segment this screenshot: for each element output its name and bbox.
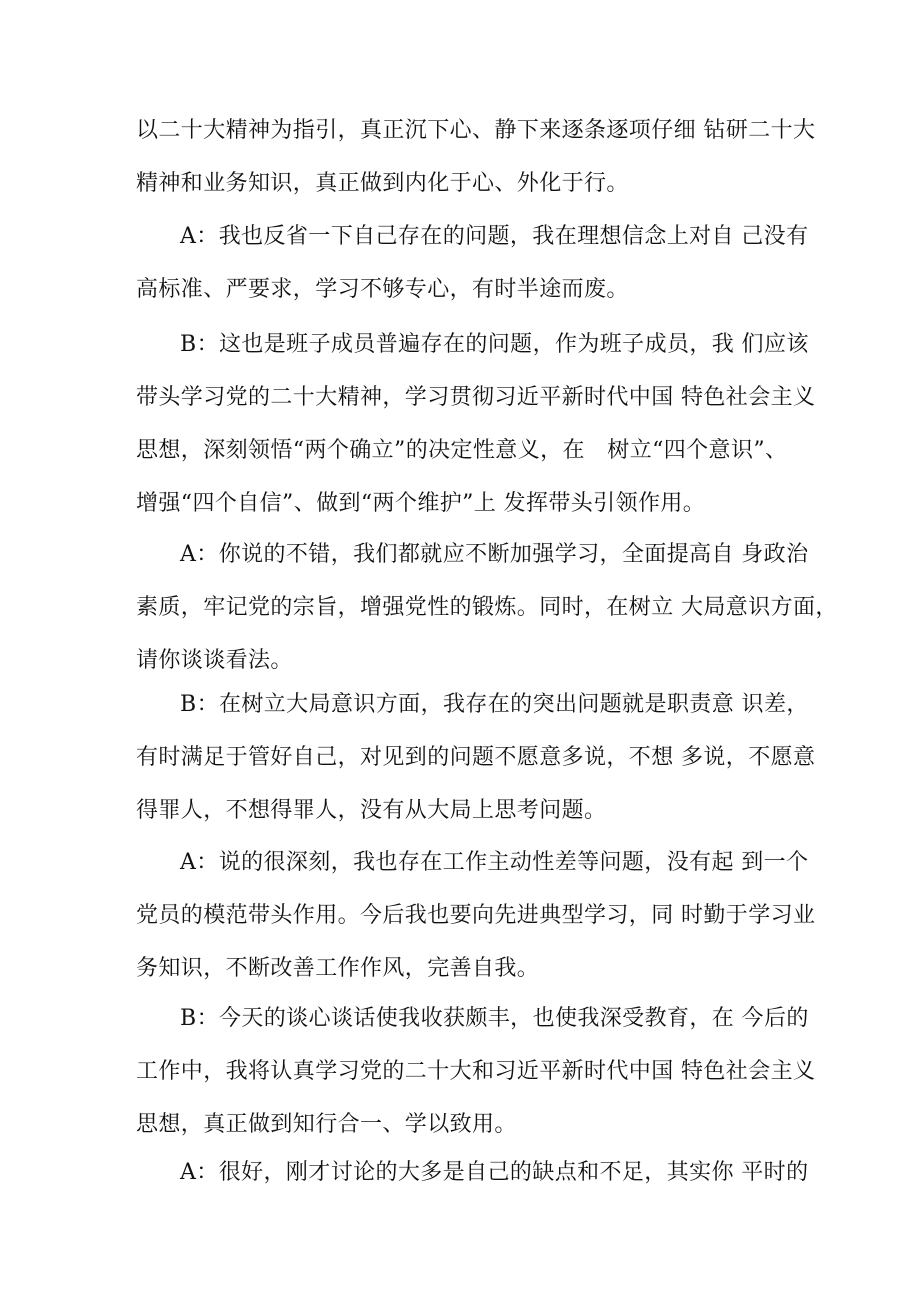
paragraph-line: 高标准、严要求，学习不够专心，有时半途而废。 bbox=[136, 277, 629, 302]
paragraph-line: 工作中，我将认真学习党的二十大和习近平新时代中国 特色社会主义 bbox=[136, 1059, 816, 1084]
paragraph-line: A：很好，刚才讨论的大多是自己的缺点和不足，其实你 平时的 bbox=[180, 1160, 809, 1185]
paragraph-7 bbox=[136, 992, 816, 1151]
paragraph-line: 思想，真正做到知行合一、学以致用。 bbox=[136, 1112, 517, 1137]
paragraph-1 bbox=[136, 104, 816, 210]
paragraph-line: 素质，牢记党的宗旨，增强党性的锻炼。同时，在树立 大局意识方面， bbox=[136, 595, 838, 620]
paragraph-line: B：这也是班子成员普遍存在的问题，作为班子成员，我 们应该 bbox=[180, 332, 809, 357]
paragraph-6 bbox=[136, 836, 816, 995]
paragraph-line: 党员的模范带头作用。今后我也要向先进典型学习，同 时勤于学习业 bbox=[136, 903, 816, 928]
paragraph-line: 增强“四个自信”、做到“两个维护”上 发挥带头引领作用。 bbox=[136, 491, 706, 516]
paragraph-line: 得罪人，不想得罪人，没有从大局上思考问题。 bbox=[136, 798, 607, 823]
paragraph-line: B：在树立大局意识方面，我存在的突出问题就是职责意 识差， bbox=[180, 692, 809, 717]
paragraph-line: 精神和业务知识，真正做到内化于心、外化于行。 bbox=[136, 171, 629, 196]
paragraph-line: 思想，深刻领悟“两个确立”的决定性意义，在 树立“四个意识”、 bbox=[136, 438, 788, 463]
paragraph-2 bbox=[136, 210, 809, 316]
paragraph-line: B：今天的谈心谈话使我收获颇丰，也使我深受教育，在 今后的 bbox=[180, 1006, 809, 1031]
paragraph-line: 有时满足于管好自己，对见到的问题不愿意多说，不想 多说，不愿意 bbox=[136, 745, 816, 770]
paragraph-4 bbox=[136, 528, 838, 687]
paragraph-3 bbox=[136, 318, 816, 530]
paragraph-line: A：说的很深刻，我也存在工作主动性差等问题，没有起 到一个 bbox=[180, 850, 809, 875]
paragraph-8 bbox=[136, 1146, 809, 1199]
paragraph-5 bbox=[136, 678, 816, 837]
paragraph-line: 请你谈谈看法。 bbox=[136, 648, 293, 673]
paragraph-line: 带头学习党的二十大精神，学习贯彻习近平新时代中国 特色社会主义 bbox=[136, 385, 816, 410]
paragraph-line: 务知识，不断改善工作作风，完善自我。 bbox=[136, 956, 540, 981]
paragraph-line: A：我也反省一下自己存在的问题，我在理想信念上对自 己没有 bbox=[180, 224, 809, 249]
paragraph-line: 以二十大精神为指引，真正沉下心、静下来逐条逐项仔细 钻研二十大 bbox=[136, 118, 816, 143]
paragraph-line: A：你说的不错，我们都就应不断加强学习，全面提高自 身政治 bbox=[180, 542, 809, 567]
